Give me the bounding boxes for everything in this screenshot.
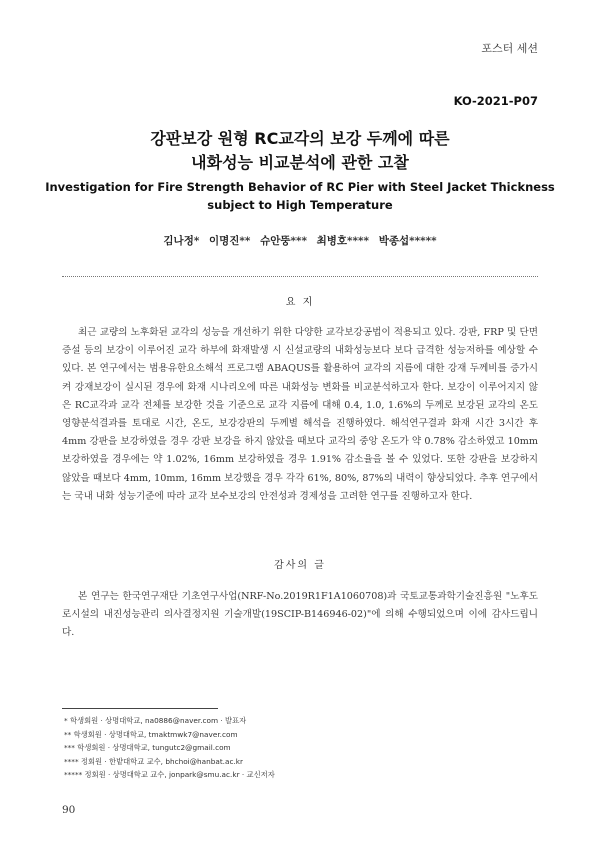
paper-code: KO-2021-P07 <box>453 94 538 108</box>
footnote-rule <box>62 708 218 709</box>
author-1: 김나정* <box>163 235 200 247</box>
author-4: 최병호**** <box>316 235 370 247</box>
acknowledgement-heading: 감사의 글 <box>274 560 326 571</box>
footnote-5: ***** 정회원 · 상명대학교 교수, jonpark@smu.ac.kr · 교신저자 <box>64 770 275 780</box>
abstract-body: 최근 교량의 노후화된 교각의 성능을 개선하기 위한 다양한 교각보강공법이 적용되고 있다. 강판, FRP 및 단면증설 등의 보강이 이루어진 교각 하부에 화재발생 시 신설교량의 내화성능보다 보다 급격한 성능저하를 예상할 수 있다. 본 연구에서는 범용유한요소해석 프로그램 ABAQUS를 활용하여 교각의 지름에 대한 강재 두께비를 증가시켜 강재보강이 실시된 경우에 화재 시나리오에 따른 내화성능 변화를 비교분석하고자 한다. 보강이 이루어지지 않은 RC교각과 교각 전체를 보강한 것을 기준으로 교각 지름에 대해 0.4, 1.0, 1.6%의 두께로 보강된 교각의 온도 영향분석결과를 토대로 시간, 온도, 보강강판의 두께별 해석을 진행하였다. 해석연구결과 화재 시간 3시간 후 4mm 강판을 보강하였을 경우 강판 보강을 하지 않았을 때보다 교각의 중앙 온도가 약 0.78% 감소하였고 10mm 보강하였을 경우에는 약 1.02%, 16mm 보강하였을 경우 1.91% 감소율을 볼 수 있었다. 또한 강판을 보강하지 않았을 때보다 4mm, 10mm, 16mm 보강했을 경우 각각 61%, 80%, 87%의 내력이 향상되었다. 추후 연구에서는 국내 내화 성능기준에 따라 교각 보수보강의 안전성과 경제성을 고려한 연구를 진행하고자 한다. <box>62 327 538 502</box>
title-english-line-1: Investigation for Fire Strength Behavior of RC Pier with Steel Jacket Thickness <box>45 180 555 194</box>
title-korean-line-2: 내화성능 비교분석에 관한 고찰 <box>191 153 409 172</box>
footnote-list <box>64 714 275 782</box>
title-korean-line-1: 강판보강 원형 RC교각의 보강 두께에 따른 <box>150 129 450 148</box>
acknowledgement-body: 본 연구는 한국연구재단 기초연구사업(NRF-No.2019R1F1A1060708)과 국토교통과학기술진흥원 "노후도로시설의 내진성능관리 의사결정지원 기술개발(19SCIP-B146946-02)"에 의해 수행되었으며 이에 감사드립니다. <box>62 591 538 639</box>
author-5: 박종섭***** <box>378 235 437 247</box>
title-english-line-2: subject to High Temperature <box>207 198 393 212</box>
session-label: 포스터 세션 <box>481 42 538 55</box>
footnote-4: **** 정회원 · 한밭대학교 교수, bhchoi@hanbat.ac.kr <box>64 756 244 766</box>
section-divider <box>62 276 538 277</box>
footnote-3: *** 학생회원 · 상명대학교, tungutc2@gmail.com <box>64 743 231 753</box>
author-list <box>0 233 600 248</box>
author-3: 슈안뚱*** <box>260 235 307 247</box>
abstract-heading: 요 지 <box>285 297 315 308</box>
footnote-1: * 학생회원 · 상명대학교, na0886@naver.com · 발표자 <box>64 716 247 725</box>
page-number: 90 <box>62 804 76 816</box>
author-2: 이명진** <box>208 235 251 247</box>
footnote-2: ** 학생회원 · 상명대학교, tmaktmwk7@naver.com <box>64 729 238 739</box>
